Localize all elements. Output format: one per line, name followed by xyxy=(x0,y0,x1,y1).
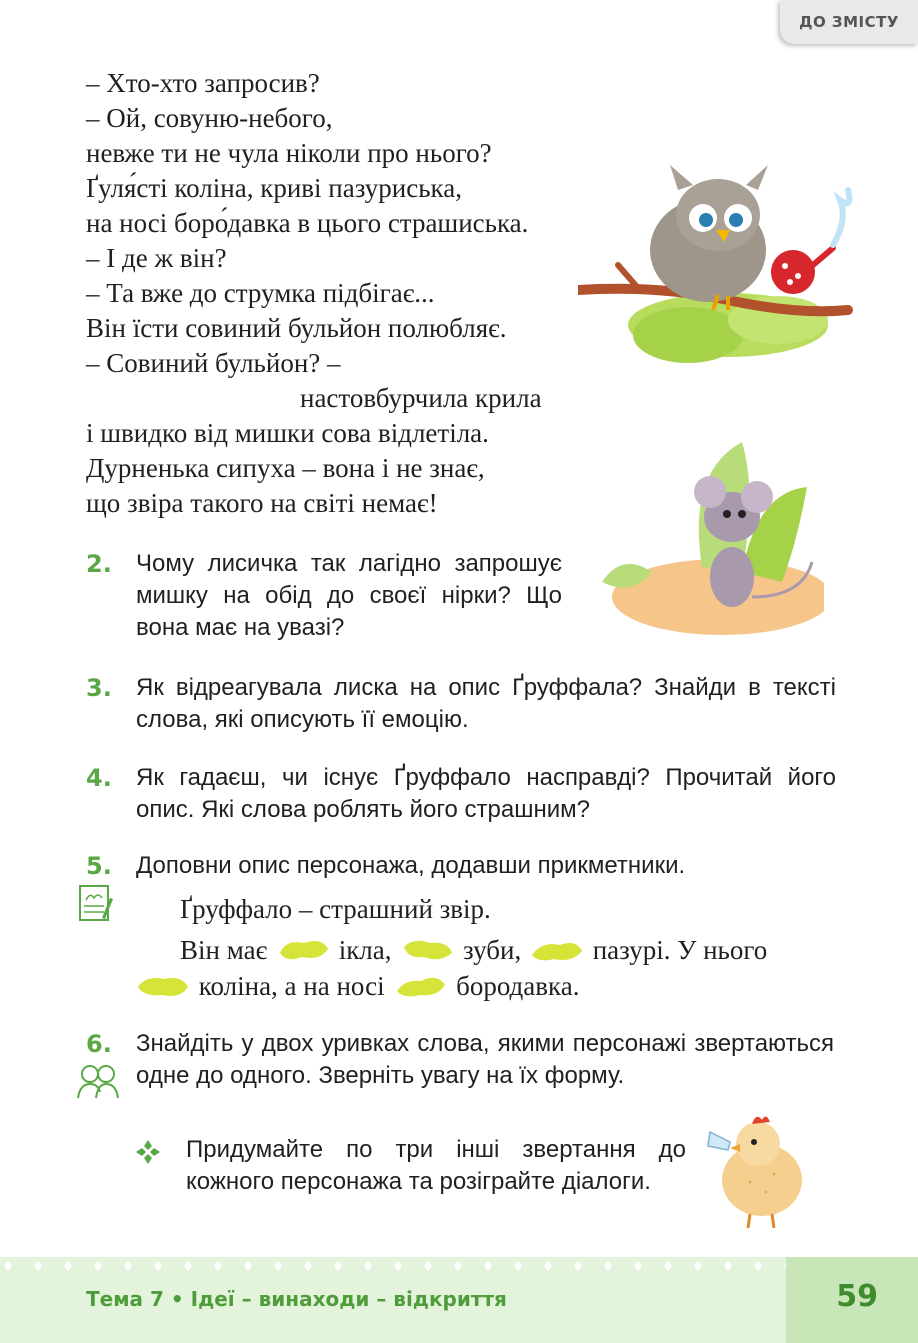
task-number: 3. xyxy=(86,674,112,702)
answer-blank-blob[interactable] xyxy=(400,937,454,963)
ornament-mark xyxy=(514,1261,522,1271)
task-text: Чому лисичка так лагідно запрошує мишку на обід до своєї нірки? Що вона має на увазі? xyxy=(136,550,562,641)
ornament-mark xyxy=(334,1261,342,1271)
poem-line: і швидко від мишки сова відлетіла. xyxy=(86,418,489,448)
ornament-mark xyxy=(64,1261,72,1271)
exercise-text: ікла, xyxy=(338,935,392,965)
ornament-mark xyxy=(484,1261,492,1271)
poem-line: Ґуля́сті коліна, криві пазуриська, xyxy=(86,173,462,203)
exercise-text: бородавка. xyxy=(456,971,580,1001)
task-3 xyxy=(86,672,836,738)
poem-line: на носі боро́давка в цього страшиська. xyxy=(86,208,529,238)
ornament-mark xyxy=(394,1261,402,1271)
task-text: Як відреагувала лиска на опис Ґруффала? Знайди в тексті слова, які описують її емоцію. xyxy=(136,674,836,733)
task-number: 4. xyxy=(86,764,112,792)
answer-blank-blob[interactable] xyxy=(136,973,190,999)
exercise-text: зуби, xyxy=(463,935,522,965)
poem-line: – Хто-хто запросив? xyxy=(86,68,320,98)
poem-line: що звіра такого на світі немає! xyxy=(86,488,438,518)
poem-line: – І де ж він? xyxy=(86,243,227,273)
poem-line: – Та вже до струмка підбігає... xyxy=(86,278,435,308)
poem-line: Дурненька сипуха – вона і не знає, xyxy=(86,453,485,483)
subtask xyxy=(186,1134,691,1234)
poem xyxy=(86,66,542,521)
exercise-line-2 xyxy=(180,935,767,966)
exercise-text: пазурі. У нього xyxy=(592,935,768,965)
diamond-bullet-icon xyxy=(134,1138,162,1166)
answer-blank-blob[interactable] xyxy=(393,973,447,999)
hen-illustration xyxy=(700,1102,812,1232)
pair-work-icon xyxy=(76,1062,120,1102)
task-4 xyxy=(86,762,836,828)
task-number: 6. xyxy=(86,1030,112,1058)
page-footer xyxy=(0,1257,918,1343)
ornament-mark xyxy=(724,1261,732,1271)
mouse-illustration xyxy=(592,432,824,638)
poem-line: невже ти не чула ніколи про нього? xyxy=(86,138,492,168)
exercise-text: Він має xyxy=(180,935,268,965)
page-number: 59 xyxy=(836,1279,878,1314)
exercise-line-3 xyxy=(134,971,579,1002)
ornament-mark xyxy=(664,1261,672,1271)
writing-icon xyxy=(78,884,118,924)
ornament-mark xyxy=(244,1261,252,1271)
ornament-mark xyxy=(214,1261,222,1271)
ornament-mark xyxy=(424,1261,432,1271)
answer-blank-blob[interactable] xyxy=(530,937,584,963)
exercise-text: коліна, а на носі xyxy=(198,971,385,1001)
ornament-mark xyxy=(124,1261,132,1271)
ornament-mark xyxy=(4,1261,12,1271)
poem-line: настовбурчила крила xyxy=(300,383,542,413)
ornament-mark xyxy=(544,1261,552,1271)
answer-blank-blob[interactable] xyxy=(276,937,330,963)
ornament-mark xyxy=(454,1261,462,1271)
ornament-mark xyxy=(574,1261,582,1271)
ornament-mark xyxy=(604,1261,612,1271)
to-contents-button[interactable]: ДО ЗМІСТУ xyxy=(780,0,918,44)
task-text: Доповни опис персонажа, додавши прикметники. xyxy=(136,852,686,879)
ornament-mark xyxy=(154,1261,162,1271)
ornament-mark xyxy=(304,1261,312,1271)
subtask-text: Придумайте по три інші звертання до кожного персонажа та розіграйте діалоги. xyxy=(186,1136,686,1195)
task-number: 2. xyxy=(86,550,112,578)
poem-line: – Ой, совуню-небого, xyxy=(86,103,333,133)
ornament-mark xyxy=(274,1261,282,1271)
owl-illustration xyxy=(578,150,868,370)
ornament-mark xyxy=(34,1261,42,1271)
topic-title: Тема 7 • Ідеї – винаходи – відкриття xyxy=(86,1287,507,1311)
task-text: Як гадаєш, чи існує Ґруффало насправді? Прочитай його опис. Які слова роблять його страшним? xyxy=(136,764,836,823)
task-5 xyxy=(86,850,836,884)
ornament-mark xyxy=(754,1261,762,1271)
task-number: 5. xyxy=(86,852,112,880)
ornament-mark xyxy=(184,1261,192,1271)
task-2 xyxy=(86,548,566,648)
exercise-line-1: Ґруффало – страшний звір. xyxy=(180,894,491,924)
ornament-mark xyxy=(694,1261,702,1271)
poem-line: – Совиний бульйон? – xyxy=(86,348,341,378)
ornament-mark xyxy=(364,1261,372,1271)
ornament-mark xyxy=(94,1261,102,1271)
ornament-mark xyxy=(634,1261,642,1271)
task-text: Знайдіть у двох уривках слова, якими персонажі звертаються одне до одного. Зверніть увагу на їх форму. xyxy=(136,1030,834,1089)
footer-ornament xyxy=(0,1257,918,1277)
poem-line: Він їсти совиний бульйон полюбляє. xyxy=(86,313,507,343)
